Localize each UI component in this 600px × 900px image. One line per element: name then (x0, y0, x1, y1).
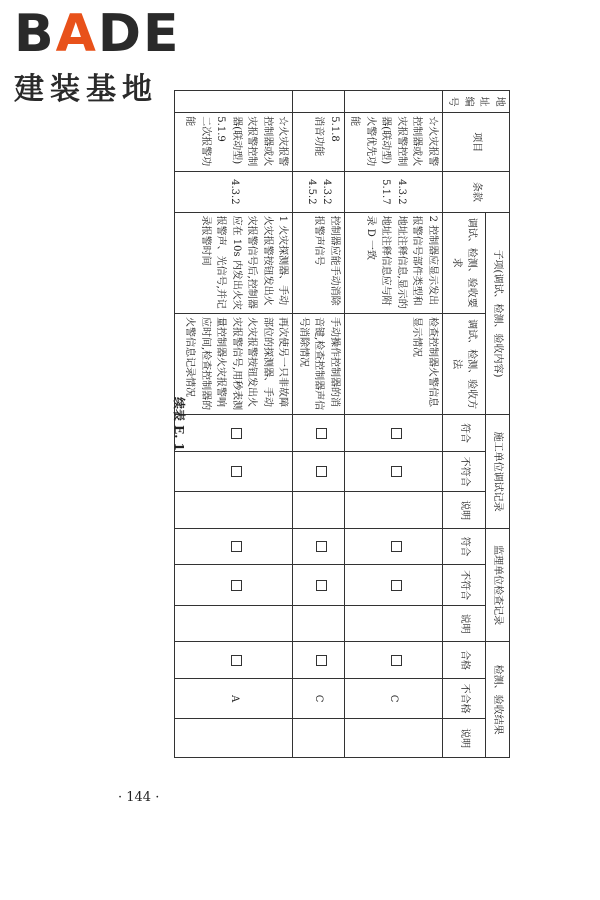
header-subitem: 子项(调试、检测、验收内容) (485, 212, 509, 415)
checkbox-conform[interactable] (391, 428, 402, 439)
address-cell (345, 91, 443, 113)
method-cell: 手动操作控制器的消音键,检查控制器声信号消除情况 (293, 313, 345, 414)
checkbox-conform[interactable] (231, 428, 242, 439)
header-conform: 符合 (443, 528, 486, 564)
logo-subtitle: 建装基地 (14, 72, 158, 107)
checkbox-conform[interactable] (316, 428, 327, 439)
grade-cell: A (175, 678, 293, 719)
inspection-table (175, 90, 511, 758)
address-cell (175, 91, 293, 113)
checkbox-nonconform[interactable] (316, 580, 327, 591)
checkbox-conform[interactable] (231, 541, 242, 552)
clause-cell: 4.3.2 4.5.2 (293, 172, 345, 213)
checkbox-nonconform[interactable] (316, 466, 327, 477)
requirement-cell: 2 控制器应显示发出报警信号部件类型和地址注释信息,显示的地址注释信息应与附录 D 一致 (345, 212, 443, 313)
address-cell (293, 91, 345, 113)
clause-cell: 4.3.2 5.1.7 (345, 172, 443, 213)
checkbox-conform[interactable] (391, 541, 402, 552)
checkbox-nonconform[interactable] (391, 580, 402, 591)
check-cell (175, 415, 293, 451)
note-cell (345, 605, 443, 641)
check-cell (345, 528, 443, 564)
note-cell (293, 492, 345, 528)
grade-cell: C (293, 678, 345, 719)
requirement-cell: 控制器应能手动消除报警声信号 (293, 212, 345, 313)
item-cell: 5.1.8 消音功能 (293, 113, 345, 172)
note-cell (345, 719, 443, 758)
checkbox-qualified[interactable] (316, 655, 327, 666)
header-requirement: 调试、检测、验收要求 (443, 212, 486, 313)
check-cell (293, 642, 345, 678)
header-address-code: 地址编号 (443, 91, 510, 113)
check-cell (293, 565, 345, 606)
check-cell (175, 565, 293, 606)
requirement-cell: 1 火灾探测器、手动火灾报警按钮发出火灾报警信号后,控制器应在 10s 内发出火灾报警声、光信号,并记录报警时间 (175, 212, 293, 313)
item-cell: ☆火灾报警控制器或火灾报警控制器(联动型) 火警优先功能 (345, 113, 443, 172)
header-inspection-result: 检测、验收结果 (485, 642, 509, 758)
table-row (345, 91, 443, 758)
header-note: 说明 (443, 719, 486, 758)
header-conform: 符合 (443, 415, 486, 451)
note-cell (175, 605, 293, 641)
checkbox-nonconform[interactable] (231, 580, 242, 591)
item-cell: ☆火灾报警控制器或火灾报警控制器(联动型) 5.1.9 二次报警功能 (175, 113, 293, 172)
table-caption: 续表 E. 1 (172, 396, 186, 452)
note-cell (293, 719, 345, 758)
note-cell (175, 719, 293, 758)
clause-cell: 4.3.2 (175, 172, 293, 213)
page-number: · 144 · (118, 790, 160, 805)
check-cell (175, 642, 293, 678)
checkbox-conform[interactable] (316, 541, 327, 552)
table-row (175, 91, 293, 758)
checkbox-qualified[interactable] (391, 655, 402, 666)
header-unqualified: 不合格 (443, 678, 486, 719)
header-construction-unit: 施工单位调试记录 (485, 415, 509, 529)
note-cell (345, 492, 443, 528)
checkbox-nonconform[interactable] (391, 466, 402, 477)
checkbox-nonconform[interactable] (231, 466, 242, 477)
rotated-table-area (110, 90, 510, 758)
check-cell (293, 528, 345, 564)
grade-cell: C (345, 678, 443, 719)
header-note: 说明 (443, 605, 486, 641)
checkbox-qualified[interactable] (231, 655, 242, 666)
header-nonconform: 不符合 (443, 565, 486, 606)
header-clause: 条款 (443, 172, 510, 213)
method-cell: 检查控制器火警信息显示情况 (345, 313, 443, 414)
header-nonconform: 不符合 (443, 451, 486, 492)
check-cell (345, 415, 443, 451)
note-cell (293, 605, 345, 641)
method-cell: 再次使另一只非故障部位的探测器、手动火灾报警按钮发出火灾报警信号,用秒表测量控制器火灾报警响应时间,检查控制器的火警信息记录情况 (175, 313, 293, 414)
header-item: 项目 (443, 113, 510, 172)
table-row (293, 91, 345, 758)
header-method: 调试、检测、验收方法 (443, 313, 486, 414)
check-cell (293, 415, 345, 451)
check-cell (345, 642, 443, 678)
check-cell (175, 451, 293, 492)
note-cell (175, 492, 293, 528)
check-cell (345, 451, 443, 492)
header-supervision-unit: 监理单位检查记录 (485, 528, 509, 642)
logo-wordmark: BADE (14, 4, 181, 64)
header-qualified: 合格 (443, 642, 486, 678)
check-cell (293, 451, 345, 492)
check-cell (345, 565, 443, 606)
header-note: 说明 (443, 492, 486, 528)
check-cell (175, 528, 293, 564)
